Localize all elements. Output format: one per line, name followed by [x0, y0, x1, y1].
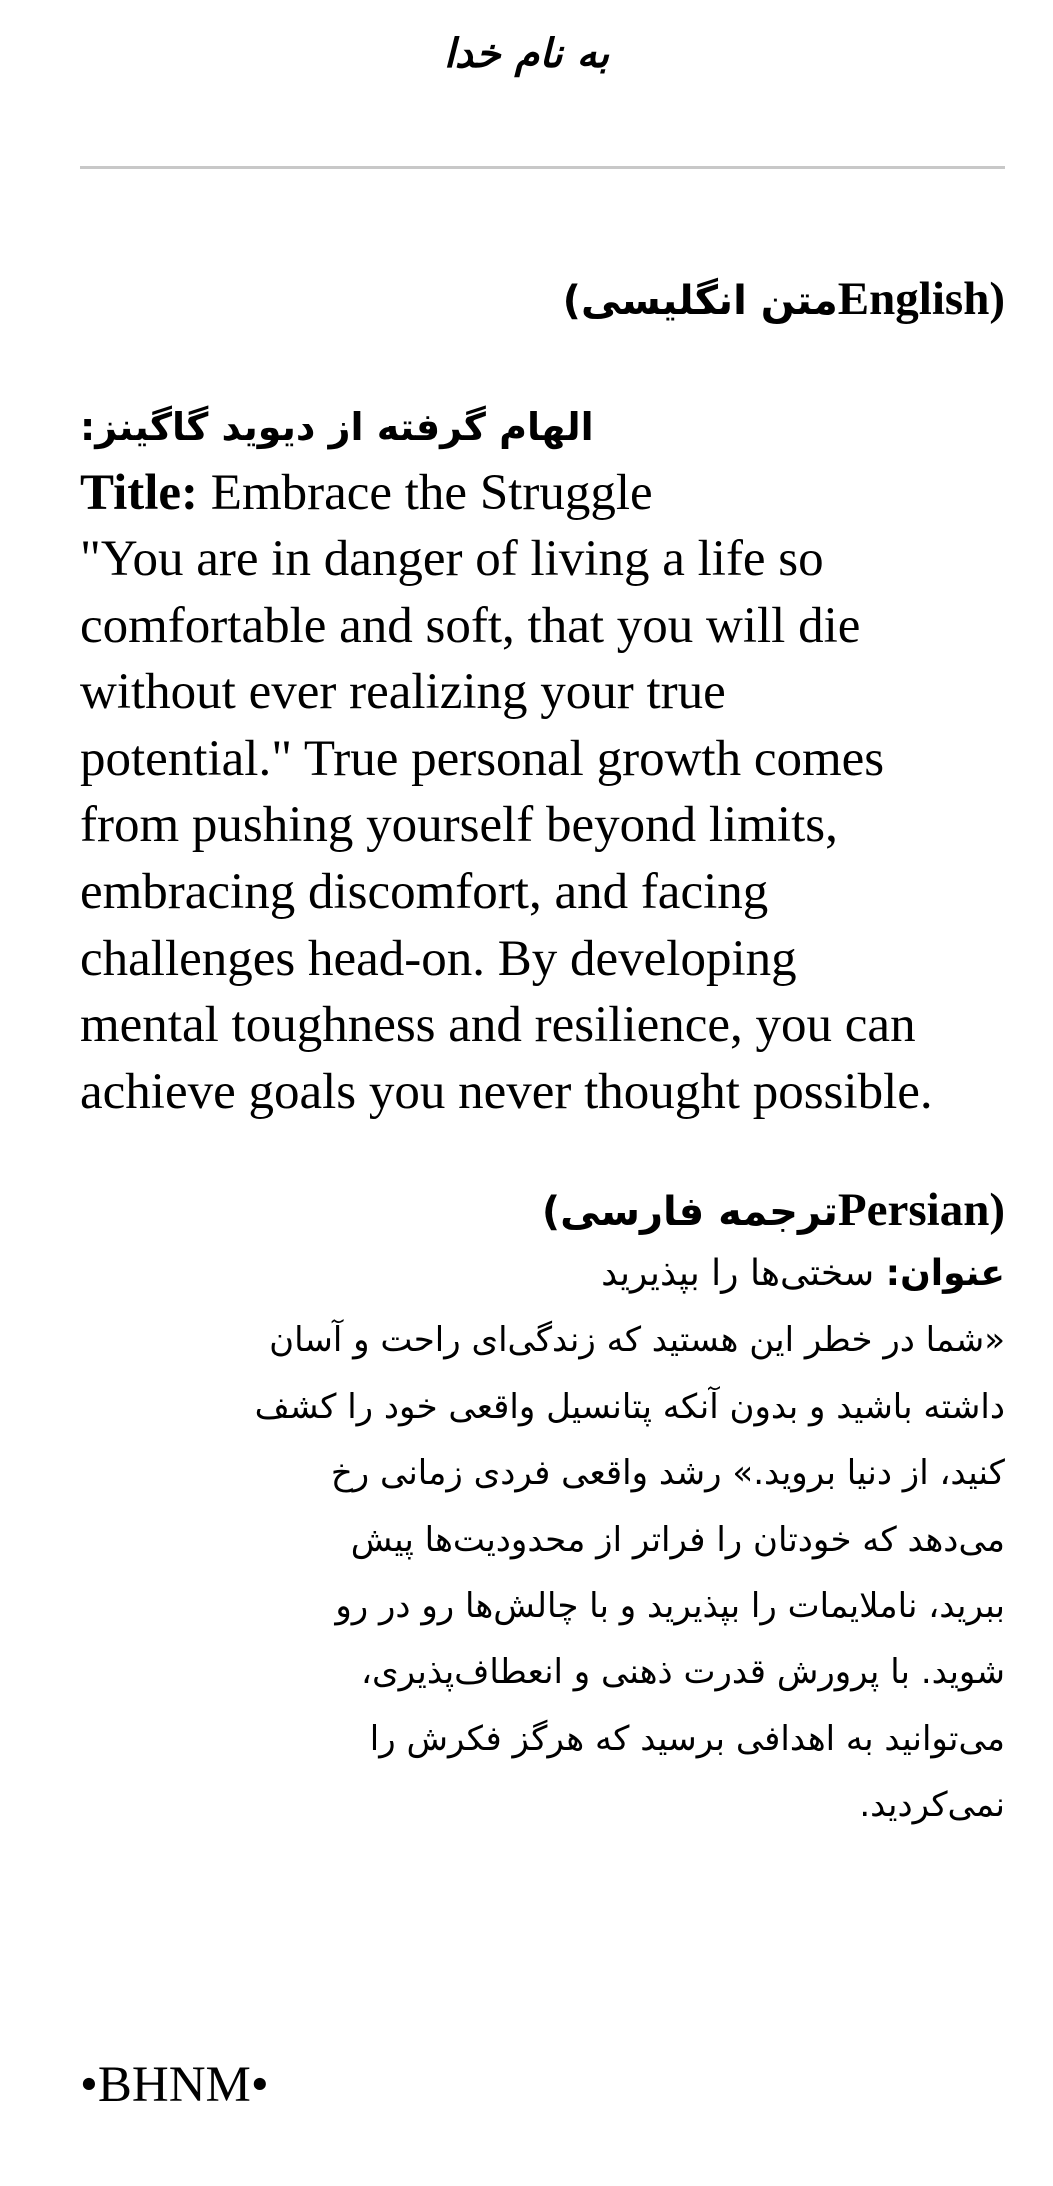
english-heading-english: (English — [837, 273, 1005, 325]
persian-title — [80, 1241, 1005, 1307]
persian-body-line: کنید، از دنیا بروید.» رشد واقعی فردی زمانی رخ — [330, 1453, 1005, 1494]
english-section-heading — [80, 268, 1005, 330]
english-body-line: mental toughness and resilience, you can — [80, 997, 916, 1054]
persian-body-line: شوید. با پرورش قدرت ذهنی و انعطاف‌پذیری، — [361, 1652, 1005, 1693]
english-body-line: embracing discomfort, and facing — [80, 863, 769, 920]
persian-body-line: داشته باشید و بدون آنکه پتانسیل واقعی خود را کشف — [254, 1386, 1005, 1427]
persian-heading-english: (Persian — [837, 1184, 1005, 1237]
english-title-label: Title: — [80, 465, 199, 521]
persian-body — [80, 1307, 1005, 1838]
content-area — [80, 268, 1005, 1839]
english-body-line: achieve goals you never thought possible. — [80, 1063, 933, 1120]
header-divider — [80, 166, 1005, 169]
english-heading-persian: متن انگلیسی) — [562, 278, 838, 324]
english-body-line: from pushing yourself beyond limits, — [80, 797, 838, 854]
persian-body-line: می‌توانید به اهدافی برسید که هرگز فکرش را — [369, 1718, 1005, 1759]
english-body-line: challenges head-on. By developing — [80, 930, 797, 987]
persian-title-label: عنوان: — [885, 1253, 1005, 1295]
persian-body-line: «شما در خطر این هستید که زندگی‌ای راحت و آسان — [269, 1320, 1005, 1361]
english-body-line: potential." True personal growth comes — [80, 730, 885, 787]
persian-section-heading — [80, 1179, 1005, 1241]
english-title-value: Embrace the Struggle — [210, 465, 653, 521]
inspired-by-line: الهام گرفته از دیوید گاگینز: — [80, 405, 594, 449]
page-header-title: به نام خدا — [443, 31, 610, 77]
persian-body-line: می‌دهد که خودتان را فراتر از محدودیت‌ها پیش — [350, 1519, 1005, 1560]
english-body — [80, 526, 1005, 1125]
persian-title-value: سختی‌ها را بپذیرید — [601, 1253, 875, 1295]
english-body-line: "You are in danger of living a life so — [80, 531, 824, 587]
english-body-line: comfortable and soft, that you will die — [80, 597, 861, 654]
footer-signature: •BHNM• — [80, 2057, 269, 2113]
english-body-line: without ever realizing your true — [80, 664, 726, 721]
persian-heading-persian: ترجمه فارسی) — [541, 1189, 838, 1236]
english-title — [80, 460, 1005, 526]
persian-body-line: نمی‌کردید. — [859, 1785, 1005, 1826]
persian-body-line: ببرید، ناملایمات را بپذیرید و با چالش‌ها رو در رو — [335, 1585, 1005, 1626]
